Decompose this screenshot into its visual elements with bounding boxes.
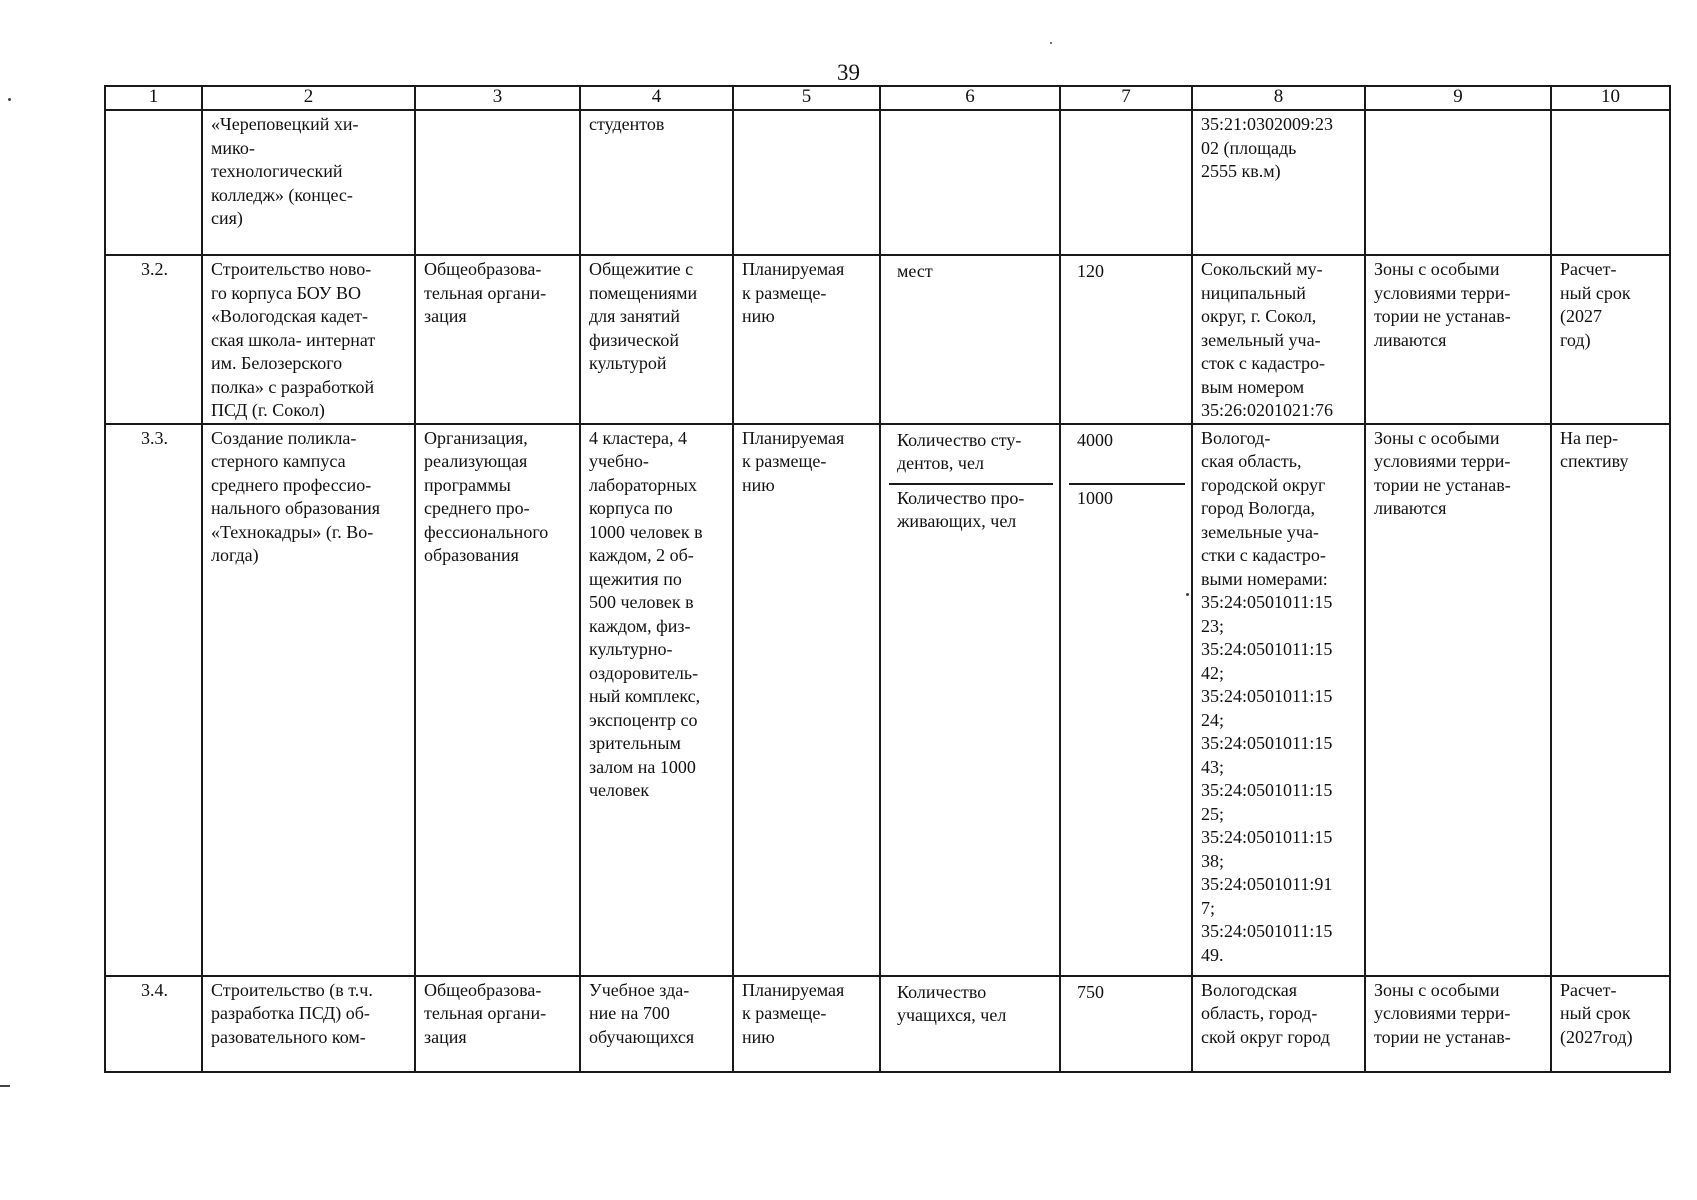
location-cell	[1192, 110, 1365, 255]
term-line: (2027	[1560, 306, 1602, 326]
object-status-line: к размеще-	[742, 1003, 827, 1023]
object-name-cell	[202, 976, 415, 1072]
value-cell	[1060, 424, 1192, 976]
object-type-line: зация	[424, 1026, 467, 1047]
object-purpose-line: ный комплекс,	[589, 686, 701, 706]
indicator-line: живающих, чел	[897, 511, 1017, 531]
term-cell	[1551, 976, 1670, 1072]
column-header: 7	[1060, 86, 1192, 110]
object-name-line: логда)	[211, 545, 259, 565]
object-purpose-line: для занятий	[589, 306, 681, 326]
item-number: 3.3.	[141, 427, 168, 448]
zones-line: Зоны с особыми	[1374, 979, 1500, 1000]
object-name-line: Создание поликла-	[211, 427, 357, 448]
indicator-subcell	[889, 258, 1053, 314]
location-line: земельный уча-	[1201, 329, 1321, 350]
object-name-line: «Череповецкий хи-	[211, 114, 359, 134]
object-type-line: тельная органи-	[424, 282, 547, 303]
object-status-line: нию	[742, 474, 775, 495]
object-status-line: нию	[742, 1026, 775, 1047]
object-type-cell	[415, 255, 580, 424]
term-line: На пер-	[1560, 427, 1619, 448]
location-line: 35:24:0501011:15	[1201, 827, 1333, 847]
location-line: 35:24:0501011:91	[1201, 874, 1333, 894]
location-line: 02 (площадь	[1201, 137, 1297, 158]
location-line: 38;	[1201, 850, 1225, 871]
object-status-cell	[733, 424, 880, 976]
item-number: 3.2.	[141, 259, 168, 279]
location-line: городской округ	[1201, 474, 1326, 495]
object-purpose-line: ние на 700	[589, 1003, 670, 1023]
column-header: 2	[202, 86, 415, 110]
table-row	[105, 424, 1670, 976]
object-name-line: стерного кампуса	[211, 451, 346, 471]
term-line: спективу	[1560, 451, 1629, 471]
location-cell	[1192, 976, 1365, 1072]
zones-line: условиями терри-	[1374, 451, 1511, 471]
location-line: стки с кадастро-	[1201, 545, 1326, 565]
object-type-line: образования	[424, 545, 519, 565]
location-line: 42;	[1201, 662, 1225, 683]
term-line: Расчет-	[1560, 979, 1617, 1000]
indicator-line: мест	[897, 261, 933, 281]
page-number: 39	[837, 60, 860, 85]
indicator-line: Количество про-	[897, 487, 1025, 508]
object-name-line: ская школа- интернат	[211, 329, 376, 350]
value-subcell: 750	[1077, 981, 1104, 1002]
object-name-line: полка» с разработкой	[211, 376, 375, 397]
zones-line: Зоны с особыми	[1374, 259, 1500, 279]
object-purpose-line: физической	[589, 329, 679, 350]
term-line: (2027год)	[1560, 1026, 1633, 1047]
value-cell	[1060, 255, 1192, 424]
zones-line: Зоны с особыми	[1374, 427, 1500, 448]
location-line: город Вологда,	[1201, 498, 1315, 518]
column-header: 4	[580, 86, 733, 110]
object-type-line: зация	[424, 306, 467, 326]
location-line: 2555 кв.м)	[1201, 161, 1281, 181]
zones-line: условиями терри-	[1374, 282, 1511, 303]
indicator-subcell	[889, 979, 1053, 1035]
object-name-line: мико-	[211, 137, 255, 158]
object-purpose-line: каждом, 2 об-	[589, 545, 694, 565]
value-subcell: 1000	[1069, 483, 1185, 539]
object-name-line: колледж» (концес-	[211, 184, 353, 205]
object-type-line: среднего про-	[424, 498, 530, 518]
object-name-line: им. Белозерского	[211, 353, 343, 373]
object-status-line: Планируемая	[742, 979, 845, 1000]
location-cell	[1192, 255, 1365, 424]
location-line: выми номерами:	[1201, 568, 1328, 589]
zones-line: ливаются	[1374, 498, 1447, 518]
planning-table	[104, 85, 1671, 1073]
item-number-cell	[105, 976, 202, 1072]
object-status-line: Планируемая	[742, 427, 845, 448]
object-name-line: Строительство (в т.ч.	[211, 979, 373, 1000]
object-name-line: сия)	[211, 208, 243, 228]
header-row	[105, 86, 1670, 110]
object-name-line: технологический	[211, 161, 343, 181]
zones-cell	[1365, 976, 1551, 1072]
object-purpose-line: залом на 1000	[589, 756, 696, 777]
location-line: 24;	[1201, 709, 1225, 730]
item-number-cell	[105, 110, 202, 255]
value-subcell: 4000	[1077, 429, 1113, 450]
value-subcell: 120	[1077, 261, 1104, 281]
object-purpose-line: оздоровитель-	[589, 662, 699, 683]
object-purpose-cell	[580, 110, 733, 255]
object-name-line: нального образования	[211, 498, 380, 518]
object-purpose-cell	[580, 424, 733, 976]
location-line: 43;	[1201, 756, 1225, 777]
object-name-line: Строительство ново-	[211, 259, 372, 279]
object-status-line: к размеще-	[742, 282, 827, 303]
scan-speck	[0, 1085, 10, 1087]
object-purpose-line: экспоцентр со	[589, 709, 698, 730]
location-line: 35:21:0302009:23	[1201, 114, 1334, 134]
object-purpose-line: культурно-	[589, 639, 673, 659]
location-line: 23;	[1201, 615, 1225, 636]
object-purpose-line: культурой	[589, 353, 667, 373]
indicator-cell	[880, 976, 1060, 1072]
zones-line: тории не устанав-	[1374, 474, 1511, 495]
object-name-line: «Технокадры» (г. Во-	[211, 521, 374, 542]
value-cell	[1060, 110, 1192, 255]
location-cell	[1192, 424, 1365, 976]
location-line: Вологод-	[1201, 427, 1271, 448]
location-line: земельные уча-	[1201, 521, 1319, 542]
column-header: 9	[1365, 86, 1551, 110]
object-name-line: разработка ПСД) об-	[211, 1003, 370, 1023]
term-line: Расчет-	[1560, 259, 1617, 279]
column-header: 10	[1551, 86, 1670, 110]
object-purpose-line: помещениями	[589, 282, 698, 303]
object-status-cell	[733, 976, 880, 1072]
object-type-line: программы	[424, 474, 511, 495]
indicator-cell	[880, 255, 1060, 424]
object-purpose-line: Общежитие с	[589, 259, 694, 279]
item-number-cell	[105, 424, 202, 976]
location-line: вым номером	[1201, 376, 1305, 397]
location-line: 35:24:0501011:15	[1201, 921, 1333, 941]
indicator-cell	[880, 110, 1060, 255]
object-purpose-line: Учебное зда-	[589, 979, 690, 1000]
object-type-line: Общеобразова-	[424, 979, 542, 1000]
object-purpose-line: 4 кластера, 4	[589, 427, 688, 448]
object-name-line: ПСД (г. Сокол)	[211, 400, 325, 420]
object-purpose-line: лабораторных	[589, 474, 698, 495]
location-line: Сокольский му-	[1201, 259, 1323, 279]
term-line: ный срок	[1560, 1003, 1631, 1023]
indicator-subcell	[889, 483, 1053, 539]
value-cell	[1060, 976, 1192, 1072]
column-header: 6	[880, 86, 1060, 110]
item-number-cell	[105, 255, 202, 424]
zones-line: ливаются	[1374, 329, 1447, 350]
zones-line: тории не устанав-	[1374, 1026, 1511, 1047]
indicator-line: Количество	[897, 981, 987, 1002]
object-type-cell	[415, 976, 580, 1072]
indicator-cell	[880, 424, 1060, 976]
indicator-line: учащихся, чел	[897, 1005, 1007, 1025]
object-purpose-cell	[580, 255, 733, 424]
object-name-cell	[202, 110, 415, 255]
scan-speck	[8, 98, 11, 101]
table-row	[105, 110, 1670, 255]
location-line: Вологодская	[1201, 979, 1298, 1000]
table-row	[105, 976, 1670, 1072]
location-line: ниципальный	[1201, 282, 1306, 303]
zones-cell	[1365, 424, 1551, 976]
object-name-line: среднего профессио-	[211, 474, 372, 495]
object-name-cell	[202, 424, 415, 976]
object-status-line: Планируемая	[742, 259, 845, 279]
location-line: ская область,	[1201, 451, 1302, 471]
object-purpose-cell	[580, 976, 733, 1072]
location-line: 35:24:0501011:15	[1201, 686, 1333, 706]
column-header: 8	[1192, 86, 1365, 110]
object-type-line: Организация,	[424, 427, 528, 448]
indicator-line: Количество сту-	[897, 429, 1022, 450]
zones-cell	[1365, 110, 1551, 255]
object-purpose-line: учебно-	[589, 451, 649, 471]
column-header: 1	[105, 86, 202, 110]
location-line: сток с кадастро-	[1201, 353, 1326, 373]
location-line: область, город-	[1201, 1003, 1318, 1023]
object-name-line: го корпуса БОУ ВО	[211, 282, 362, 303]
location-line: округ, г. Сокол,	[1201, 306, 1317, 326]
scan-speck	[1050, 42, 1052, 44]
location-line: 7;	[1201, 897, 1216, 918]
indicator-line: дентов, чел	[897, 453, 984, 473]
term-cell	[1551, 424, 1670, 976]
object-type-line: Общеобразова-	[424, 259, 542, 279]
term-line: год)	[1560, 329, 1591, 350]
location-line: 25;	[1201, 803, 1225, 824]
object-purpose-line: щежития по	[589, 568, 682, 589]
object-purpose-line: корпуса по	[589, 498, 673, 518]
zones-line: тории не устанав-	[1374, 306, 1511, 326]
object-name-line: «Вологодская кадет-	[211, 306, 369, 326]
location-line: ской округ город	[1201, 1026, 1330, 1047]
object-status-line: к размеще-	[742, 451, 827, 471]
object-type-cell	[415, 110, 580, 255]
object-purpose-line: обучающихся	[589, 1026, 695, 1047]
location-line: 35:26:0201021:76	[1201, 400, 1334, 420]
zones-line: условиями терри-	[1374, 1003, 1511, 1023]
scan-speck	[1186, 593, 1189, 596]
object-name-cell	[202, 255, 415, 424]
column-header: 5	[733, 86, 880, 110]
object-type-line: фессионального	[424, 521, 549, 542]
location-line: 35:24:0501011:15	[1201, 639, 1333, 659]
location-line: 49.	[1201, 944, 1224, 965]
object-purpose-line: 500 человек в	[589, 592, 694, 612]
object-purpose-line: человек	[589, 780, 650, 800]
indicator-subcell	[889, 427, 1053, 483]
object-purpose-line: студентов	[589, 114, 665, 134]
object-status-cell	[733, 255, 880, 424]
object-status-cell	[733, 110, 880, 255]
item-number: 3.4.	[141, 979, 168, 1000]
location-line: 35:24:0501011:15	[1201, 592, 1333, 612]
term-line: ный срок	[1560, 282, 1631, 303]
object-status-line: нию	[742, 306, 775, 326]
table-row	[105, 255, 1670, 424]
object-type-line: реализующая	[424, 451, 528, 471]
location-line: 35:24:0501011:15	[1201, 733, 1333, 753]
object-purpose-line: 1000 человек в	[589, 521, 703, 542]
object-purpose-line: каждом, физ-	[589, 615, 691, 636]
object-type-line: тельная органи-	[424, 1003, 547, 1023]
object-type-cell	[415, 424, 580, 976]
location-line: 35:24:0501011:15	[1201, 780, 1333, 800]
column-header: 3	[415, 86, 580, 110]
term-cell	[1551, 255, 1670, 424]
zones-cell	[1365, 255, 1551, 424]
term-cell	[1551, 110, 1670, 255]
object-purpose-line: зрительным	[589, 733, 681, 753]
object-name-line: разовательного ком-	[211, 1026, 366, 1047]
